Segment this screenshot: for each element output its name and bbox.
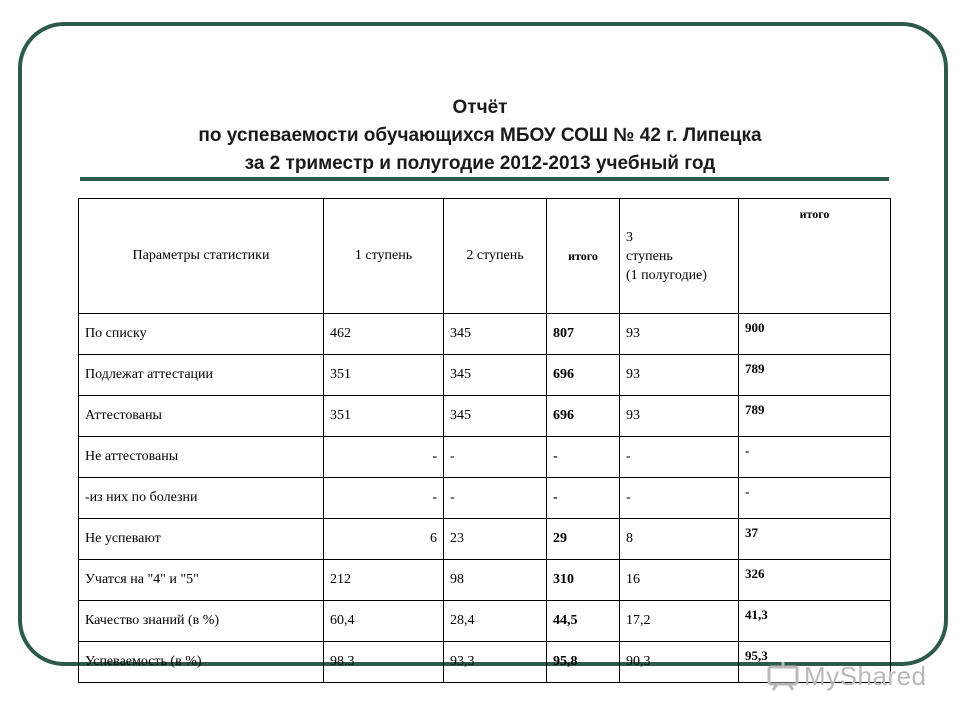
cell-total: - <box>547 478 620 519</box>
cell-total: 44,5 <box>547 601 620 642</box>
presentation-icon <box>766 661 800 691</box>
table-row <box>79 437 891 478</box>
header-stage-3-num: 3 <box>626 229 633 245</box>
table-row <box>79 601 891 642</box>
table-body <box>79 314 891 683</box>
cell-stage-3: 93 <box>620 314 739 355</box>
cell-grand-total: - <box>739 437 891 478</box>
cell-stage-1: - <box>324 437 444 478</box>
cell-stage-3: 17,2 <box>620 601 739 642</box>
cell-param: Подлежат аттестации <box>79 355 324 396</box>
cell-param: Успеваемость (в %) <box>79 642 324 683</box>
cell-grand-total: 37 <box>739 519 891 560</box>
header-param: Параметры статистики <box>79 199 324 314</box>
cell-stage-2: 23 <box>444 519 547 560</box>
cell-total: 696 <box>547 355 620 396</box>
cell-stage-3: 93 <box>620 396 739 437</box>
cell-stage-2: 28,4 <box>444 601 547 642</box>
cell-stage-1: 6 <box>324 519 444 560</box>
cell-total: 807 <box>547 314 620 355</box>
cell-param: Учатся на "4" и "5" <box>79 560 324 601</box>
header-stage-3-label: ступень <box>626 248 673 264</box>
cell-total: - <box>547 437 620 478</box>
cell-stage-2: 345 <box>444 355 547 396</box>
cell-stage-3: 8 <box>620 519 739 560</box>
cell-stage-2: 345 <box>444 396 547 437</box>
cell-stage-3: 90,3 <box>620 642 739 683</box>
title-line-3: за 2 триместр и полугодие 2012-2013 учебный год <box>244 153 716 174</box>
cell-param: -из них по болезни <box>79 478 324 519</box>
table-row <box>79 355 891 396</box>
report-title <box>60 94 900 178</box>
cell-grand-total: 95,3 <box>739 642 891 683</box>
header-stage-3 <box>620 199 739 314</box>
cell-stage-3: 93 <box>620 355 739 396</box>
cell-param: Не успевают <box>79 519 324 560</box>
header-grand-total: итого <box>739 199 891 314</box>
cell-stage-1: 98.3 <box>324 642 444 683</box>
cell-stage-1: - <box>324 478 444 519</box>
cell-grand-total: - <box>739 478 891 519</box>
cell-stage-2: - <box>444 437 547 478</box>
table-row <box>79 396 891 437</box>
cell-param: Не аттестованы <box>79 437 324 478</box>
cell-stage-2: 98 <box>444 560 547 601</box>
cell-stage-3: 16 <box>620 560 739 601</box>
watermark <box>766 656 927 696</box>
title-line-1: Отчёт <box>452 97 508 118</box>
watermark-text: MyShared <box>804 660 927 691</box>
table-row <box>79 478 891 519</box>
cell-total: 310 <box>547 560 620 601</box>
header-stage-3-note: (1 полугодие) <box>626 267 707 283</box>
table-header-row <box>79 199 891 314</box>
cell-stage-2: 345 <box>444 314 547 355</box>
cell-param: Качество знаний (в %) <box>79 601 324 642</box>
header-total: итого <box>547 199 620 314</box>
header-stage-1: 1 ступень <box>324 199 444 314</box>
cell-grand-total: 789 <box>739 396 891 437</box>
statistics-table <box>78 198 891 683</box>
cell-stage-3: - <box>620 437 739 478</box>
cell-grand-total: 900 <box>739 314 891 355</box>
cell-stage-1: 351 <box>324 355 444 396</box>
cell-stage-1: 462 <box>324 314 444 355</box>
cell-stage-1: 212 <box>324 560 444 601</box>
title-divider <box>80 177 889 181</box>
cell-grand-total: 789 <box>739 355 891 396</box>
cell-stage-1: 60,4 <box>324 601 444 642</box>
cell-stage-2: 93,3 <box>444 642 547 683</box>
cell-stage-1: 351 <box>324 396 444 437</box>
cell-total: 696 <box>547 396 620 437</box>
title-line-2: по успеваемости обучающихся МБОУ СОШ № 42 г. Липецка <box>198 125 762 146</box>
cell-stage-2: - <box>444 478 547 519</box>
cell-grand-total: 41,3 <box>739 601 891 642</box>
cell-stage-3: - <box>620 478 739 519</box>
table-row <box>79 560 891 601</box>
cell-total: 95,8 <box>547 642 620 683</box>
table-row <box>79 314 891 355</box>
cell-param: По списку <box>79 314 324 355</box>
cell-grand-total: 326 <box>739 560 891 601</box>
cell-total: 29 <box>547 519 620 560</box>
cell-param: Аттестованы <box>79 396 324 437</box>
table-row <box>79 519 891 560</box>
header-stage-2: 2 ступень <box>444 199 547 314</box>
